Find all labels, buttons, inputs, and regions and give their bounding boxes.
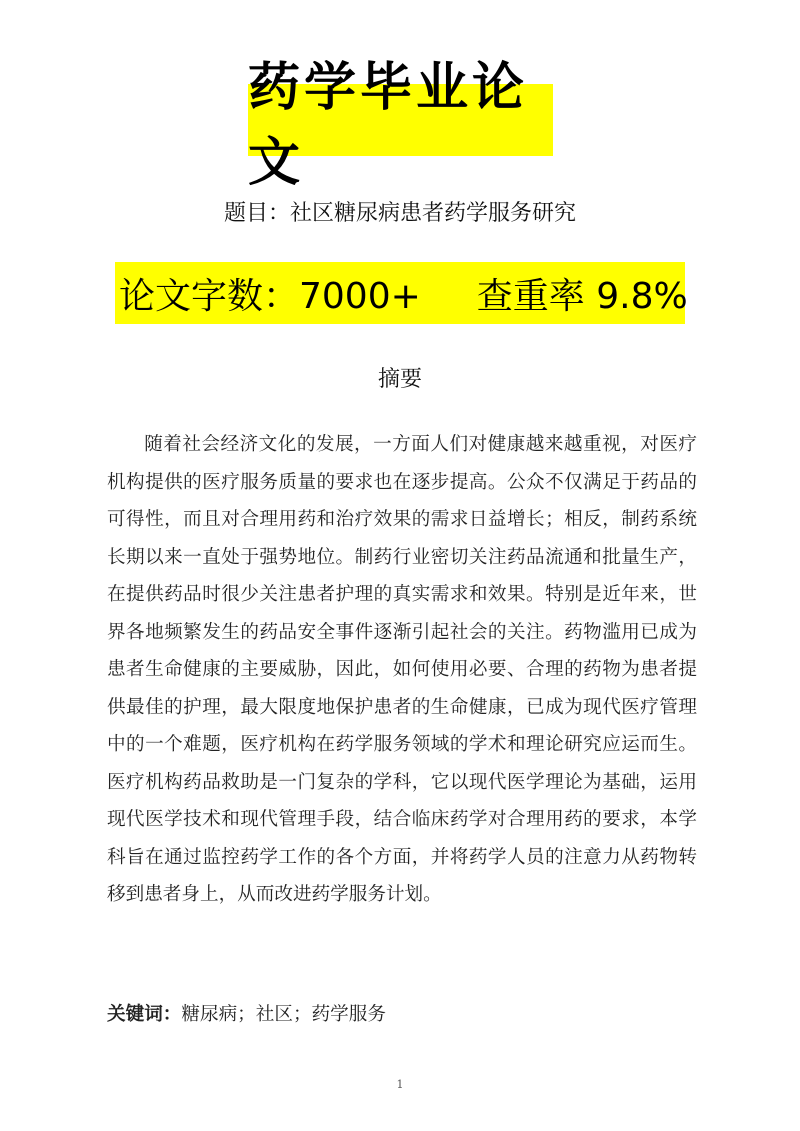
keywords-line — [107, 1000, 697, 1030]
word-count: 论文字数：7000+ — [119, 275, 421, 317]
thesis-banner-title: 药学毕业论文 — [248, 84, 553, 156]
abstract-body: 随着社会经济文化的发展，一方面人们对健康越来越重视，对医疗机构提供的医疗服务质量的要求也在逐步提高。公众不仅满足于药品的可得性，而且对合理用药和治疗效果的需求日益增长；相反，制药系统长期以来一直处于强势地位。制药行业密切关注药品流通和批量生产，在提供药品时很少关注患者护理的真实需求和效果。特别是近年来，世界各地频繁发生的药品安全事件逐渐引起社会的关注。药物滥用已成为患者生命健康的主要威胁，因此，如何使用必要、合理的药物为患者提供最佳的护理，最大限度地保护患者的生命健康，已成为现代医疗管理中的一个难题，医疗机构在药学服务领域的学术和理论研究应运而生。医疗机构药品救助是一门复杂的学科，它以现代医学理论为基础，运用现代医学技术和现代管理手段，结合临床药学对合理用药的要求，本学科旨在通过监控药学工作的各个方面，并将药学人员的注意力从药物转移到患者身上，从而改进药学服务计划。 — [107, 434, 697, 905]
abstract-heading: 摘要 — [377, 367, 422, 392]
keywords-value: 糖尿病；社区；药学服务 — [181, 1004, 386, 1025]
duplicate-rate: 查重率 9.8% — [476, 275, 688, 317]
page-number: 1 — [396, 1078, 404, 1091]
keywords-label: 关键词： — [107, 1004, 182, 1025]
thesis-stats-banner — [115, 262, 688, 324]
thesis-subject: 题目：社区糖尿病患者药学服务研究 — [223, 201, 576, 226]
